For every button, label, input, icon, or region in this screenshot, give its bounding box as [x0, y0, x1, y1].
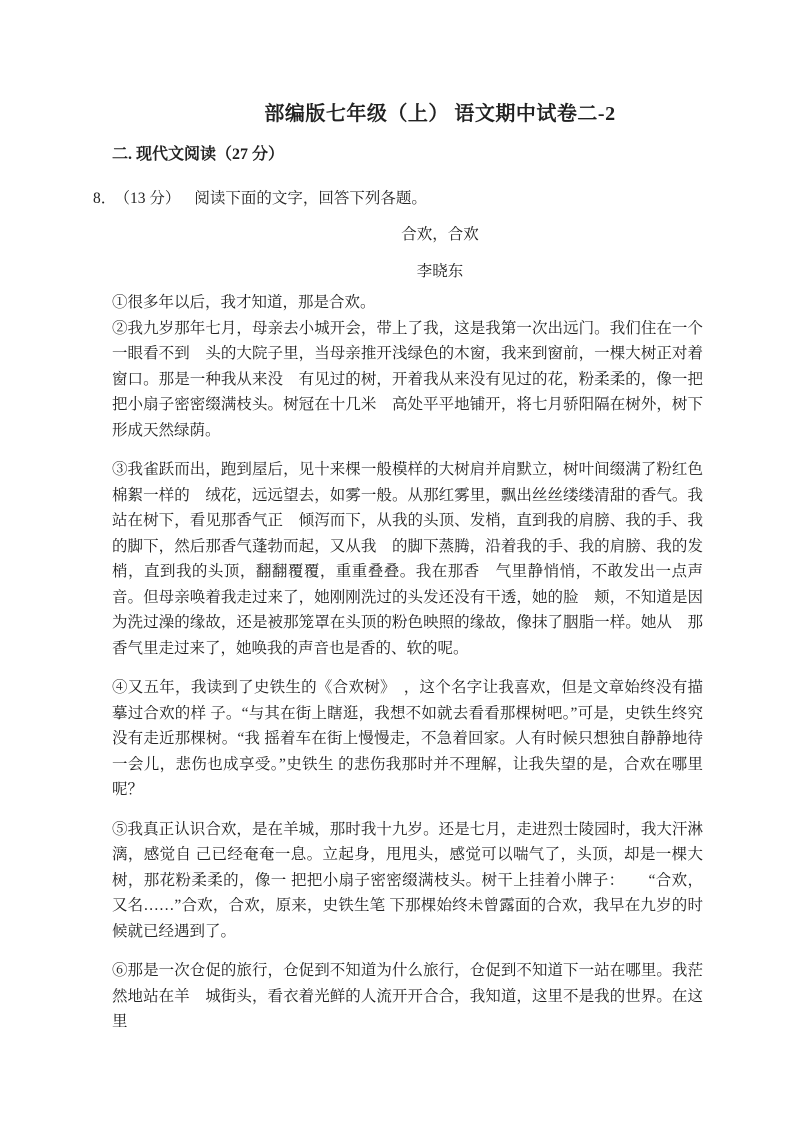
article-paragraph-2: ②我九岁那年七月，母亲去小城开会，带上了我，这是我第一次出远门。我们住在一个一眼看不到 头的大院子里，当母亲推开浅绿色的木窗，我来到窗前，一棵大树正对着窗口。那是一种我从来没 有见过的树，开着我从来没有见过的花，粉柔柔的，像一把把小扇子密密缀满枝头。树冠在十几米 高处平平地铺开，将七月骄阳隔在树外，树下形成天然绿荫。: [112, 319, 703, 439]
article-author: 李晓东: [416, 263, 464, 280]
article-body: [112, 290, 703, 1035]
article-paragraph-3: ③我雀跃而出，跑到屋后，见十来棵一般模样的大树肩并肩默立，树叶间缀满了粉红色棉絮一样的 绒花，远远望去，如雾一般。从那红雾里，飘出丝丝缕缕清甜的香气。我站在树下，看见那香气正 倾泻而下，从我的头顶、发梢，直到我的肩膀、我的手、我的脚下，然后那香气蓬勃而起，又从我 的脚下蒸腾，沿着我的手、我的肩膀、我的发梢，直到我的头顶，翻翻覆覆，重重叠叠。我在那香 气里静悄悄，不敢发出一点声音。但母亲唤着我走过来了，她刚刚洗过的头发还没有干透，她的脸 颊，不知道是因为洗过澡的缘故，还是被那笼罩在头顶的粉色映照的缘故，像抹了胭脂一样。她从 那香气里走过来了，她唤我的声音也是香的、软的呢。: [112, 461, 703, 657]
article-paragraph-6: ⑥那是一次仓促的旅行，仓促到不知道为什么旅行，仓促到不知道下一站在哪里。我茫然地站在羊 城街头，看衣着光鲜的人流开开合合，我知道，这里不是我的世界。在这里: [112, 962, 703, 1030]
question-prompt: 阅读下面的文字，回答下列各题。: [194, 190, 427, 207]
question-8-line: [93, 186, 703, 212]
document-title: 部编版七年级（上） 语文期中试卷二-2: [264, 103, 616, 125]
article-paragraph-5: ⑤我真正认识合欢，是在羊城，那时我十九岁。还是七月，走进烈士陵园时，我大汗淋漓，感觉自 己已经奄奄一息。立起身，甩甩头，感觉可以喘气了，头顶，却是一棵大树，那花粉柔柔的，像一 把把小扇子密密缀满枝头。树干上挂着小牌子： “合欢，又名……”合欢，合欢，原来，史铁生笔 下那棵始终未曾露面的合欢，我早在九岁的时候就已经遇到了。: [112, 820, 703, 940]
article-paragraph-4: ④又五年，我读到了史铁生的《合欢树》 ，这个名字让我喜欢，但是文章始终没有描摹过合欢的样 子。“与其在街上瞎逛，我想不如就去看看那棵树吧。”可是，史铁生终究没有走近那棵树。“我 摇着车在街上慢慢走，不急着回家。人有时候只想独自静静地待一会儿，悲伤也成享受。”史铁生 的悲伤我那时并不理解，让我失望的是，合欢在哪里呢？: [112, 679, 703, 798]
question-points: （13 分）: [122, 190, 181, 207]
section-heading: 二. 现代文阅读（27 分）: [112, 146, 285, 163]
article-title: 合欢，合欢: [401, 226, 479, 243]
question-number: 8．: [93, 190, 117, 207]
article-paragraph-1: ①很多年以后，我才知道，那是合欢。: [112, 294, 376, 311]
